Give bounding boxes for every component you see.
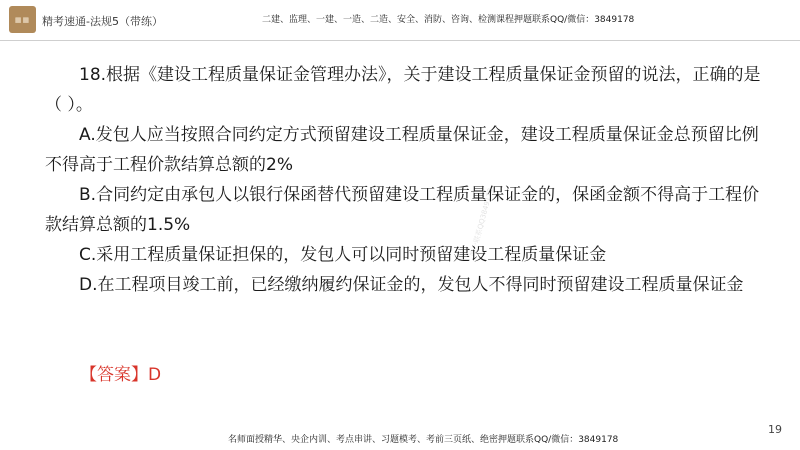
footer-banner: 名师面授精华、央企内训、考点串讲、习题模考、考前三页纸、绝密押题联系QQ/微信：3849178 <box>228 435 619 445</box>
watermark: 唯一联系QQ3849178 <box>468 187 495 258</box>
logo-icon: ▦▦ <box>9 6 36 33</box>
option-a: A.发包人应当按照合同约定方式预留建设工程质量保证金，建设工程质量保证金总预留比例不得高于工程价款结算总额的2% <box>45 125 759 175</box>
page-number: 19 <box>768 423 782 436</box>
answer-value: D <box>148 365 162 385</box>
header-divider <box>0 40 800 41</box>
top-banner: 二建、监理、一建、一造、二造、安全、消防、咨询、检测课程押题联系QQ/微信：3849178 <box>262 15 635 25</box>
answer <box>80 363 161 387</box>
option-c: C.采用工程质量保证担保的，发包人可以同时预留建设工程质量保证金 <box>79 245 607 265</box>
option-d: D.在工程项目竣工前，已经缴纳履约保证金的，发包人不得同时预留建设工程质量保证金 <box>79 275 744 295</box>
header <box>0 0 800 40</box>
course-title: 精考速通-法规5（带练） <box>42 15 163 28</box>
option-b: B.合同约定由承包人以银行保函替代预留建设工程质量保证金的，保函金额不得高于工程价款结算总额的1.5% <box>45 185 760 235</box>
question-stem: 18.根据《建设工程质量保证金管理办法》，关于建设工程质量保证金预留的说法，正确的是（ ）。 <box>45 65 761 115</box>
question-block <box>45 60 765 300</box>
answer-label: 【答案】 <box>80 365 148 385</box>
